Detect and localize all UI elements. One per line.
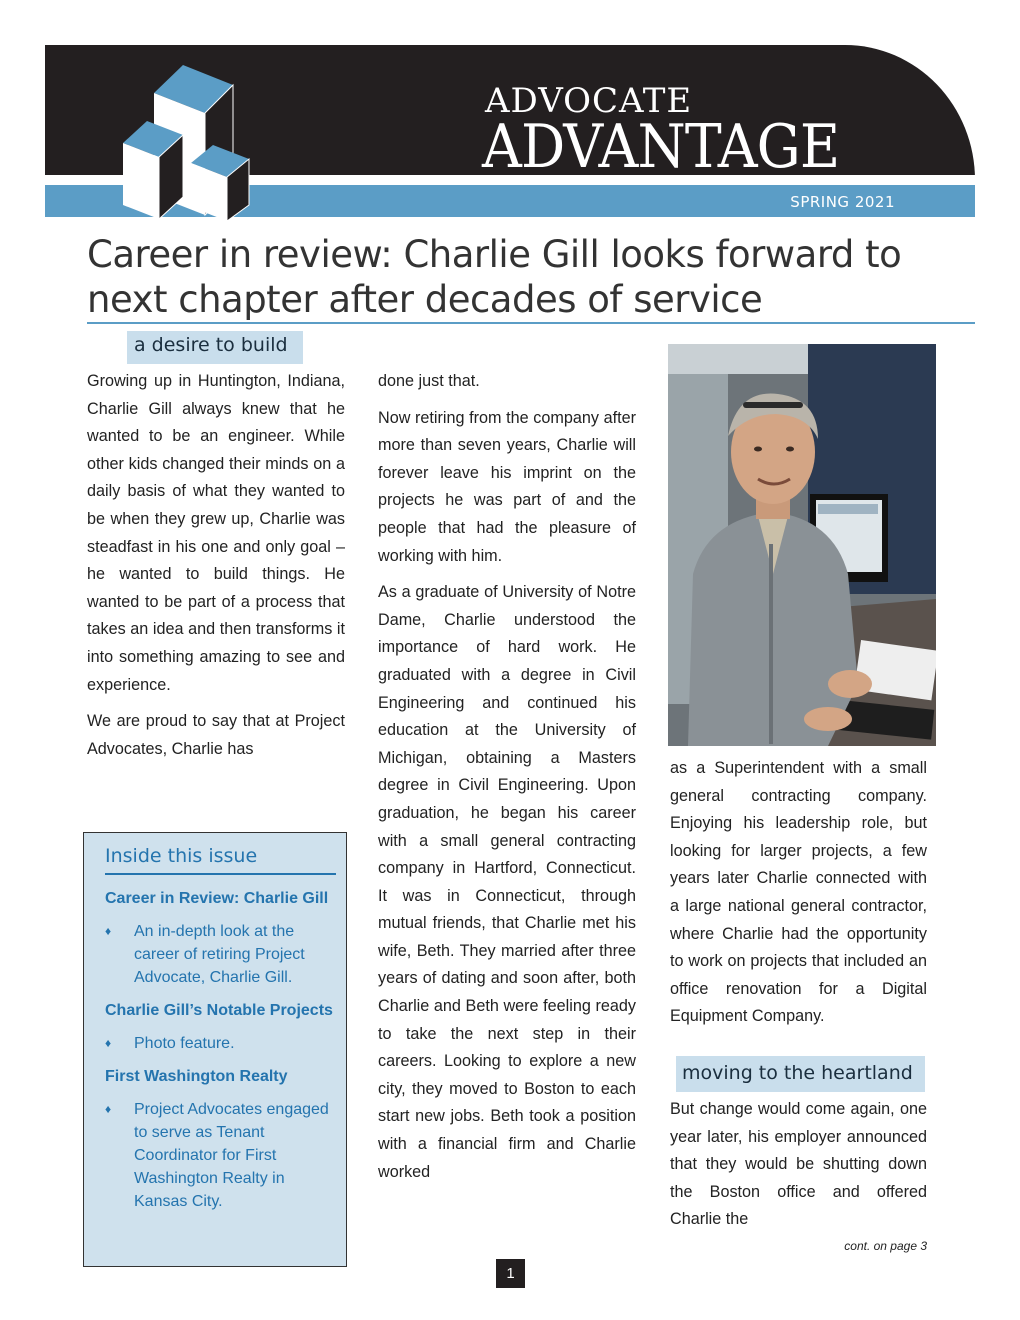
paragraph: We are proud to say that at Project Advocates, Charlie has xyxy=(87,712,345,758)
issue-label: SPRING 2021 xyxy=(790,193,895,211)
paragraph: As a graduate of University of Notre Dame, Charlie understood the importance of hard work. He graduated with a degree in Civil Engineering and continued his education at the University of Michigan, obtaining a Masters degree in Civil Engineering. Upon graduation, he began his career with a small general contracting company in Hartford, Connecticut. It was in Connecticut, through mutual friends, that Charlie met his wife, Beth. They married after three years of dating and soon after, both Charlie and Beth were feeling ready to take the next step in their careers. Looking to explore a new city, they moved to Boston to each start new jobs. Beth took a position with a financial firm and Charlie worked xyxy=(378,583,636,1181)
headline: Career in review: Charlie Gill looks forward to next chapter after decades of service xyxy=(87,232,975,324)
toc-heading[interactable]: Career in Review: Charlie Gill xyxy=(105,890,329,907)
inside-this-issue-box xyxy=(83,832,347,1267)
column-3 xyxy=(670,755,927,1040)
paragraph: as a Superintendent with a small general contracting company. Enjoying his leadership role, but looking for larger projects, a few years later Charlie connected with a large national general contractor, where Charlie had the opportunity to work on projects that included an office renovation for a Digital Equipment Company. xyxy=(670,759,927,1026)
subhead-desire: a desire to build xyxy=(127,331,303,364)
paragraph: Now retiring from the company after more than seven years, Charlie will forever leave his imprint on the projects he was part of and the people that had the pleasure of working with him. xyxy=(378,408,636,565)
diamond-bullet-icon: ♦ xyxy=(105,1102,112,1116)
diamond-bullet-icon: ♦ xyxy=(105,1036,112,1050)
toc-heading[interactable]: First Washington Realty xyxy=(105,1068,288,1085)
brand-top: ADVOCATE xyxy=(485,81,693,121)
photo-charlie-gill xyxy=(668,344,936,746)
toc-item: ♦ Photo feature. xyxy=(105,1032,336,1055)
paragraph: Growing up in Huntington, Indiana, Charlie Gill always knew that he wanted to be an engineer. While other kids changed their minds on a daily basis of what they wanted to be when they grew up, Charlie was steadfast in his one and only goal – he wanted to build things. He wanted to be part of a process that takes an idea and then transforms it into something amazing to see and experience. xyxy=(87,372,345,694)
paragraph: done just that. xyxy=(378,372,480,390)
continued-note: cont. on page 3 xyxy=(844,1239,927,1253)
column-2 xyxy=(378,368,636,1195)
masthead xyxy=(45,45,975,217)
brand-bottom: ADVANTAGE xyxy=(482,112,840,182)
inside-title: Inside this issue xyxy=(105,845,336,875)
column-1 xyxy=(87,368,345,772)
toc-heading[interactable]: Charlie Gill’s Notable Projects xyxy=(105,1002,333,1019)
logo-cubes-icon xyxy=(121,65,261,225)
subhead-heartland: moving to the heartland xyxy=(676,1056,925,1092)
diamond-bullet-icon: ♦ xyxy=(105,924,112,938)
toc-item: ♦ Project Advocates engaged to serve as Tenant Coordinator for First Washington Realty in Kansas City. xyxy=(105,1098,336,1213)
column-3-continued xyxy=(670,1096,927,1243)
paragraph: But change would come again, one year later, his employer announced that they would be shutting down the Boston office and offered Charlie the xyxy=(670,1100,927,1229)
toc-item: ♦ An in-depth look at the career of retiring Project Advocate, Charlie Gill. xyxy=(105,920,336,989)
page-number: 1 xyxy=(496,1259,525,1288)
